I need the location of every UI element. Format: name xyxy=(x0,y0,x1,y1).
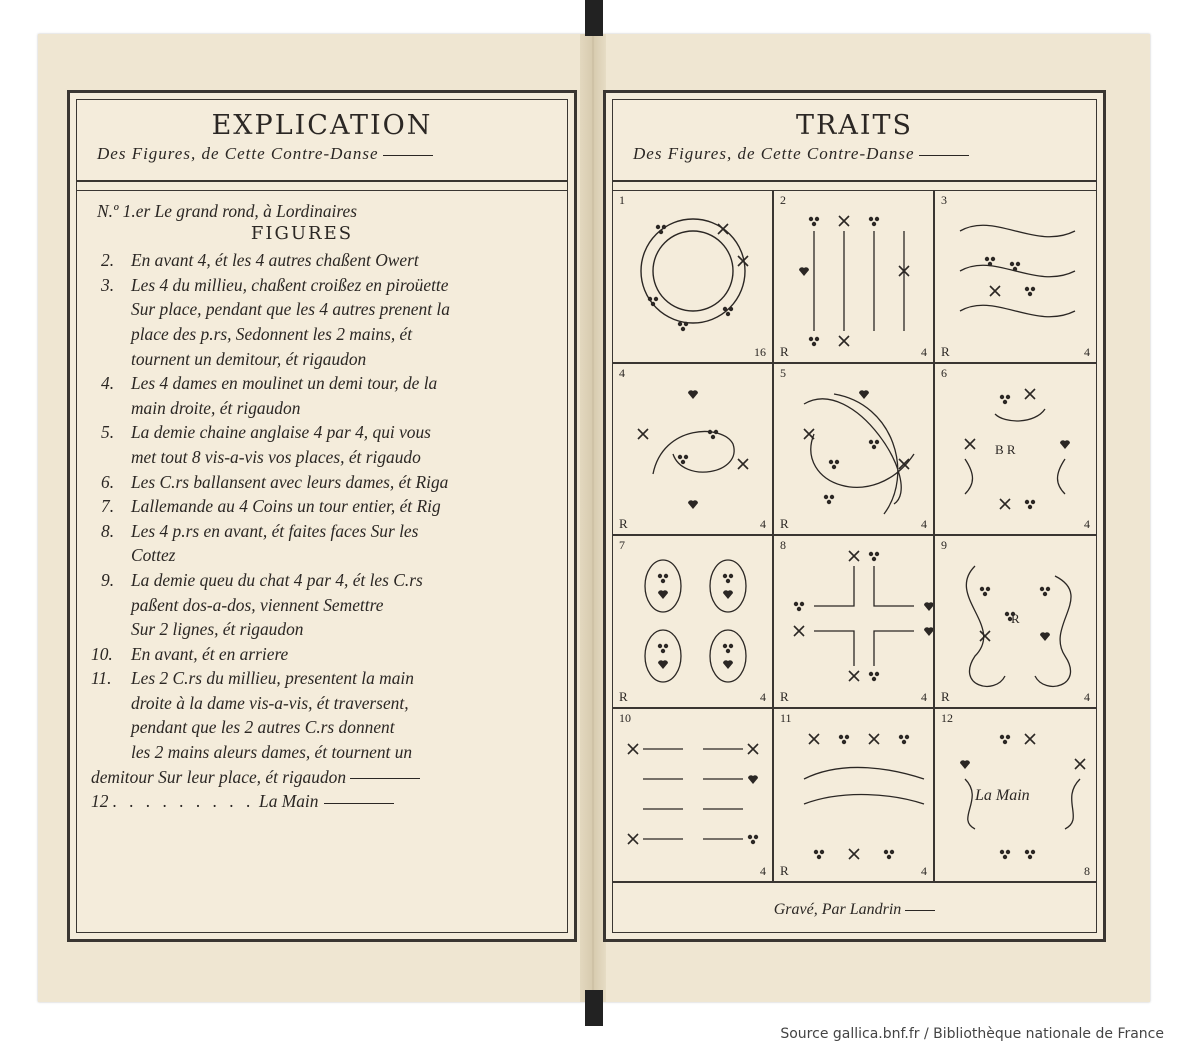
dance-path-drawing xyxy=(613,364,773,534)
dancer-symbol xyxy=(794,602,804,611)
rule xyxy=(324,803,394,804)
item-line: Les 4 p.rs en avant, ét faites faces Sur les xyxy=(131,520,419,541)
diagram-label: R xyxy=(1011,611,1020,626)
diagram-label: B R xyxy=(995,441,1016,457)
continuation-line xyxy=(77,765,567,790)
figure-list xyxy=(77,248,567,764)
diagram-label: La Main xyxy=(975,786,1030,804)
item-line: paßent dos-a-dos, viennent Semettre xyxy=(131,594,384,615)
intro-line: N.º 1.er Le grand rond, à Lordinaires xyxy=(97,201,357,221)
figure-diagram-7 xyxy=(613,536,774,709)
diagram-number: 12 xyxy=(941,710,953,725)
dancer-symbol xyxy=(980,587,990,596)
dance-path-drawing xyxy=(613,709,773,879)
dancer-symbol xyxy=(723,574,733,583)
bar-count: 4 xyxy=(921,689,927,704)
item-line: En avant 4, ét les 4 autres chaßent Owert xyxy=(131,250,419,271)
figure-diagram-12 xyxy=(935,709,1096,882)
dancer-symbol xyxy=(688,390,698,399)
right-header xyxy=(613,100,1096,182)
source-attribution: Source gallica.bnf.fr / Bibliothèque nationale de France xyxy=(780,1026,1164,1042)
figure-item xyxy=(77,371,567,420)
dancer-symbol xyxy=(723,660,733,669)
item-number: 3. xyxy=(101,274,115,295)
dancer-symbol xyxy=(748,834,758,843)
explication-body xyxy=(77,190,567,932)
dancer-symbol xyxy=(723,307,733,316)
diagram-number: 11 xyxy=(780,710,792,725)
bar-count: 4 xyxy=(760,864,766,878)
dancer-symbol xyxy=(1000,394,1010,403)
dancer-symbol xyxy=(678,454,688,463)
path-waves xyxy=(960,225,1075,317)
path-swoop xyxy=(804,767,924,804)
figure-diagram-8 xyxy=(774,536,935,709)
dancer-symbol xyxy=(748,775,758,784)
item-number: 9. xyxy=(101,569,115,590)
dancer-symbol xyxy=(688,500,698,509)
bar-count: 4 xyxy=(921,517,927,531)
path-spiral xyxy=(653,431,734,473)
figure-item xyxy=(77,519,567,568)
dancer-symbol xyxy=(723,590,733,599)
dancer-symbol xyxy=(960,760,970,769)
dancer-symbol xyxy=(738,459,748,469)
dancer-symbol xyxy=(839,336,849,346)
dancer-symbol xyxy=(799,267,809,276)
bar-count: 4 xyxy=(1084,689,1090,704)
rigaudon-mark: R xyxy=(619,516,628,531)
dancer-symbol xyxy=(1025,734,1035,744)
dancer-symbol xyxy=(638,429,648,439)
dancer-symbol xyxy=(658,644,668,653)
rigaudon-mark: R xyxy=(941,343,950,359)
subtitle-rule xyxy=(919,155,969,156)
dancer-symbol xyxy=(794,626,804,636)
item-number: 12 xyxy=(91,791,109,812)
diagram-number: 9 xyxy=(941,538,947,552)
dancer-symbol xyxy=(658,660,668,669)
path-loop xyxy=(710,630,746,682)
dancer-symbol xyxy=(814,849,824,858)
dancer-symbol xyxy=(980,631,990,641)
rigaudon-mark: R xyxy=(780,863,789,878)
figure-diagram-10 xyxy=(613,709,774,882)
dancer-symbol xyxy=(869,217,879,226)
dancer-symbol xyxy=(829,459,839,468)
leader-dots: . . . . . . . . . xyxy=(112,791,255,812)
rigaudon-mark: R xyxy=(619,688,628,704)
path-loop xyxy=(645,560,681,612)
figure-item xyxy=(77,642,567,667)
item-number: 6. xyxy=(101,471,115,492)
path-loop xyxy=(710,560,746,612)
item-line: tournent un demitour, ét rigaudon xyxy=(131,348,367,369)
rule xyxy=(905,910,935,911)
dancer-symbol xyxy=(1000,849,1010,858)
dancer-symbol xyxy=(899,459,909,469)
diagram-number: 10 xyxy=(619,710,631,725)
figure-diagram-3 xyxy=(935,191,1096,364)
dancer-symbol xyxy=(1040,587,1050,596)
dancer-symbol xyxy=(869,672,879,681)
dancer-symbol xyxy=(924,602,934,611)
figure-item xyxy=(77,420,567,469)
right-title: TRAITS xyxy=(795,110,913,141)
figure-diagram-1 xyxy=(613,191,774,364)
bar-count: 4 xyxy=(1084,344,1090,359)
bar-count: 16 xyxy=(754,344,766,359)
right-page-frame xyxy=(612,99,1097,933)
rule xyxy=(350,778,420,779)
item-text: La Main xyxy=(259,791,319,812)
dance-path-drawing xyxy=(774,364,934,534)
path-circle-outer xyxy=(641,219,745,323)
figure-diagram-2 xyxy=(774,191,935,364)
dancer-symbol xyxy=(809,217,819,226)
figure-item xyxy=(77,470,567,495)
dance-path-drawing xyxy=(774,191,934,361)
item-line: Les C.rs ballansent avec leurs dames, ét Riga xyxy=(131,471,449,492)
rigaudon-mark: R xyxy=(780,516,789,531)
diagram-number: 5 xyxy=(780,365,786,380)
right-subtitle xyxy=(621,144,1088,164)
dancer-symbol xyxy=(1040,632,1050,641)
dance-path-drawing xyxy=(613,536,773,706)
bar-count: 4 xyxy=(760,689,766,704)
figure-item-12 xyxy=(77,789,567,814)
figure-item xyxy=(77,494,567,519)
item-line: main droite, ét rigaudon xyxy=(131,397,301,418)
item-number: 11. xyxy=(91,668,112,689)
diagram-number: 4 xyxy=(619,365,625,380)
dancer-symbol xyxy=(804,429,814,439)
dancer-symbol xyxy=(884,849,894,858)
dancer-symbol xyxy=(839,216,849,226)
item-line: La demie chaine anglaise 4 par 4, qui vous xyxy=(131,422,431,443)
item-line: Cottez xyxy=(131,545,176,566)
diagram-number: 8 xyxy=(780,538,786,552)
path-cross-lanes xyxy=(814,566,914,666)
left-header xyxy=(77,100,567,182)
dancer-symbol xyxy=(899,734,909,743)
dancer-symbol xyxy=(1025,499,1035,508)
dancer-symbol xyxy=(990,286,1000,296)
dance-path-drawing xyxy=(935,191,1095,361)
dancer-symbol xyxy=(708,429,718,438)
item-line: Lallemande au 4 Coins un tour entier, ét Rig xyxy=(131,496,441,517)
left-page xyxy=(67,90,577,942)
diagram-number: 1 xyxy=(619,193,625,207)
dancer-symbol xyxy=(849,849,859,859)
item-line: Sur 2 lignes, ét rigaudon xyxy=(131,619,304,640)
item-line: place des p.rs, Sedonnent les 2 mains, ét xyxy=(131,323,413,344)
path-circle-inner xyxy=(653,231,733,311)
figure-item xyxy=(77,568,567,642)
dancer-symbol xyxy=(824,494,834,503)
figure-item xyxy=(77,666,567,764)
item-number: 7. xyxy=(101,496,115,517)
left-subtitle-text: Des Figures, de Cette Contre-Danse xyxy=(97,144,379,163)
bar-count: 8 xyxy=(1084,864,1090,878)
rigaudon-mark: R xyxy=(780,343,789,359)
diagram-number: 3 xyxy=(941,193,947,207)
diagram-number: 7 xyxy=(619,538,625,552)
figure-diagram-5 xyxy=(774,364,935,537)
dancer-symbol xyxy=(849,671,859,681)
bar-count: 4 xyxy=(760,517,766,531)
dancer-symbol xyxy=(1025,389,1035,399)
item-line: Les 2 C.rs du millieu, presentent la main xyxy=(131,668,414,689)
figure-diagram-6 xyxy=(935,364,1096,537)
dancer-symbol xyxy=(648,297,658,306)
dancer-symbol xyxy=(1060,440,1070,449)
dancer-symbol xyxy=(678,322,688,331)
item-line: La demie queu du chat 4 par 4, ét les C.rs xyxy=(131,569,423,590)
item-line: pendant que les 2 autres C.rs donnent xyxy=(131,717,395,738)
diagram-number: 6 xyxy=(941,365,947,380)
item-number: 8. xyxy=(101,520,115,541)
item-line: En avant, ét en arriere xyxy=(131,643,289,664)
dancer-symbol xyxy=(1075,759,1085,769)
credit-text: Gravé, Par Landrin xyxy=(773,901,902,918)
figure-item xyxy=(77,273,567,371)
dancer-symbol xyxy=(869,552,879,561)
subtitle-rule xyxy=(383,155,433,156)
dancer-symbol xyxy=(748,744,758,754)
figure-item xyxy=(77,248,567,273)
figures-heading: FIGURES xyxy=(250,222,354,244)
dancer-symbol xyxy=(658,590,668,599)
item-line: Les 4 du millieu, chaßent croißez en piroüette xyxy=(131,274,449,295)
dancer-symbol xyxy=(839,734,849,743)
path-chain xyxy=(804,394,914,514)
dancer-symbol xyxy=(718,224,728,234)
dancer-symbol xyxy=(859,390,869,399)
dancer-symbol xyxy=(1000,499,1010,509)
figure-diagram-4 xyxy=(613,364,774,537)
dancer-symbol xyxy=(1025,287,1035,296)
bookmark-ribbon-bottom xyxy=(585,990,603,1026)
right-subtitle-text: Des Figures, de Cette Contre-Danse xyxy=(633,144,915,163)
item-number: 2. xyxy=(101,250,115,271)
dancer-symbol xyxy=(849,551,859,561)
item-line: Sur place, pendant que les 4 autres prenent la xyxy=(131,299,450,320)
diagram-number: 2 xyxy=(780,193,786,207)
engraver-credit xyxy=(613,888,1096,932)
item-number: 5. xyxy=(101,422,115,443)
dancer-symbol xyxy=(628,834,638,844)
item-line: Les 4 dames en moulinet un demi tour, de la xyxy=(131,373,438,394)
path-loop xyxy=(645,630,681,682)
dancer-symbol xyxy=(1025,849,1035,858)
right-page xyxy=(603,90,1106,942)
bookmark-ribbon-top xyxy=(585,0,603,36)
dancer-symbol xyxy=(869,734,879,744)
figure-diagram-11 xyxy=(774,709,935,882)
item-line: met tout 8 vis-a-vis vos places, ét rigaudo xyxy=(131,446,421,467)
left-page-frame xyxy=(76,99,568,933)
figure-diagram-grid xyxy=(613,190,1096,883)
dance-path-drawing xyxy=(613,191,773,361)
continuation-text: demitour Sur leur place, ét rigaudon xyxy=(91,766,347,787)
rigaudon-mark: R xyxy=(780,688,789,704)
dancer-symbol xyxy=(658,574,668,583)
item-line: les 2 mains aleurs dames, ét tournent un xyxy=(131,742,413,763)
dancer-symbol xyxy=(965,439,975,449)
item-number: 4. xyxy=(101,373,115,394)
item-number: 10. xyxy=(91,643,113,664)
dance-path-drawing xyxy=(774,709,934,879)
left-title: EXPLICATION xyxy=(211,110,433,141)
dancer-symbol xyxy=(924,627,934,636)
dancer-symbol xyxy=(809,337,819,346)
figure-diagram-9 xyxy=(935,536,1096,709)
dance-path-drawing xyxy=(774,536,934,706)
bar-count: 4 xyxy=(921,344,927,359)
dancer-symbol xyxy=(869,439,879,448)
dancer-symbol xyxy=(1000,734,1010,743)
dancer-symbol xyxy=(809,734,819,744)
dancer-symbol xyxy=(628,744,638,754)
bar-count: 4 xyxy=(921,864,927,878)
bar-count: 4 xyxy=(1084,517,1090,531)
item-line: droite à la dame vis-a-vis, ét traversent, xyxy=(131,692,409,713)
rigaudon-mark: R xyxy=(941,688,950,704)
left-subtitle xyxy=(85,144,559,164)
dancer-symbol xyxy=(723,644,733,653)
